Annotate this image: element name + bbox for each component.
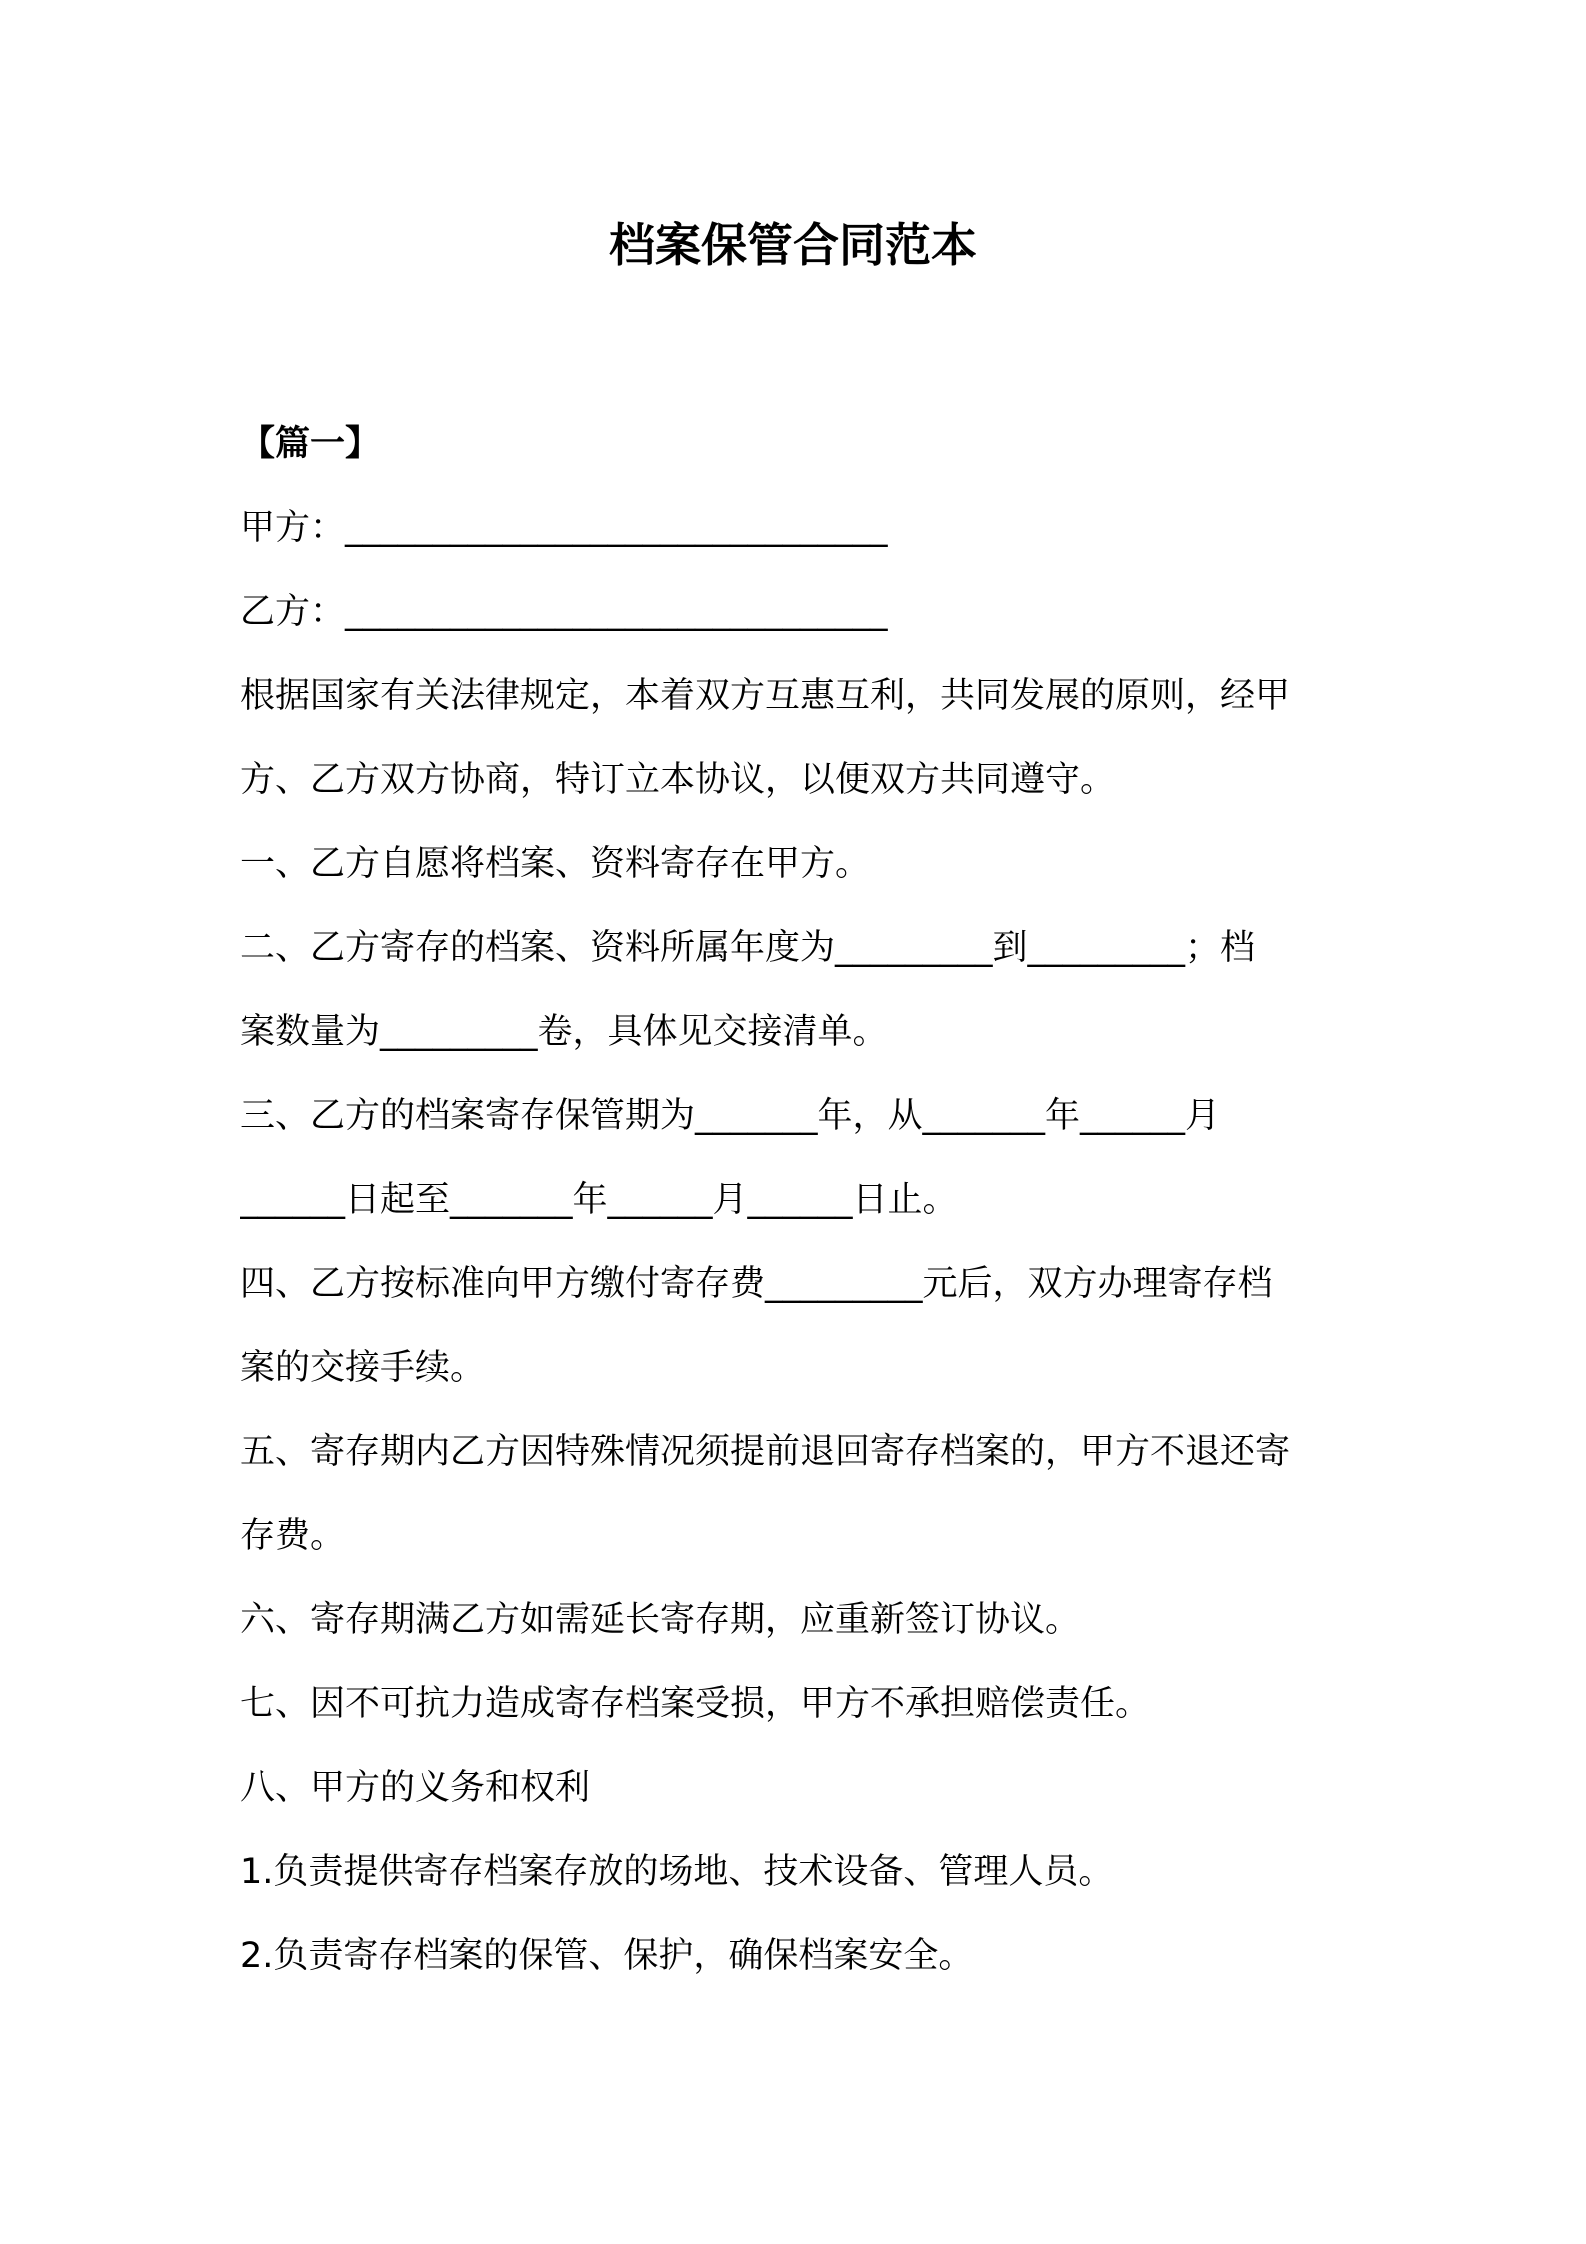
- clause-5-line: 五、寄存期内乙方因特殊情况须提前退回寄存档案的，甲方不退还寄: [240, 1432, 1291, 1472]
- party-b-line: 乙方：_______________________________: [240, 592, 888, 632]
- paragraph-line: 方、乙方双方协商，特订立本协议，以便双方共同遵守。: [240, 760, 1116, 800]
- clause-4-line: 案的交接手续。: [240, 1348, 486, 1388]
- clause-6-line: 六、寄存期满乙方如需延长寄存期，应重新签订协议。: [240, 1600, 1081, 1640]
- paragraph-line: 根据国家有关法律规定，本着双方互惠互利，共同发展的原则，经甲: [240, 676, 1291, 716]
- clause-8-heading: 八、甲方的义务和权利: [240, 1768, 591, 1808]
- clause-8-item: 2.负责寄存档案的保管、保护，确保档案安全。: [240, 1936, 974, 1976]
- clause-8-item: 1.负责提供寄存档案存放的场地、技术设备、管理人员。: [240, 1852, 1114, 1892]
- document-body: [240, 402, 1352, 1998]
- party-a-line: 甲方：_______________________________: [240, 508, 888, 548]
- clause-7-line: 七、因不可抗力造成寄存档案受损，甲方不承担赔偿责任。: [240, 1684, 1151, 1724]
- clause-3-line: 三、乙方的档案寄存保管期为_______年，从_______年______月: [240, 1096, 1221, 1136]
- clause-1-line: 一、乙方自愿将档案、资料寄存在甲方。: [240, 844, 871, 884]
- clause-2-line: 二、乙方寄存的档案、资料所属年度为_________到_________；档: [240, 928, 1256, 968]
- clause-4-line: 四、乙方按标准向甲方缴付寄存费_________元后，双方办理寄存档: [240, 1264, 1273, 1304]
- section-heading: 【篇一】: [240, 424, 381, 464]
- clause-3-line: ______日起至_______年______月______日止。: [240, 1180, 958, 1220]
- clause-2-line: 案数量为_________卷，具体见交接清单。: [240, 1012, 888, 1052]
- clause-5-line: 存费。: [240, 1516, 346, 1556]
- document-title: 档案保管合同范本: [609, 218, 977, 272]
